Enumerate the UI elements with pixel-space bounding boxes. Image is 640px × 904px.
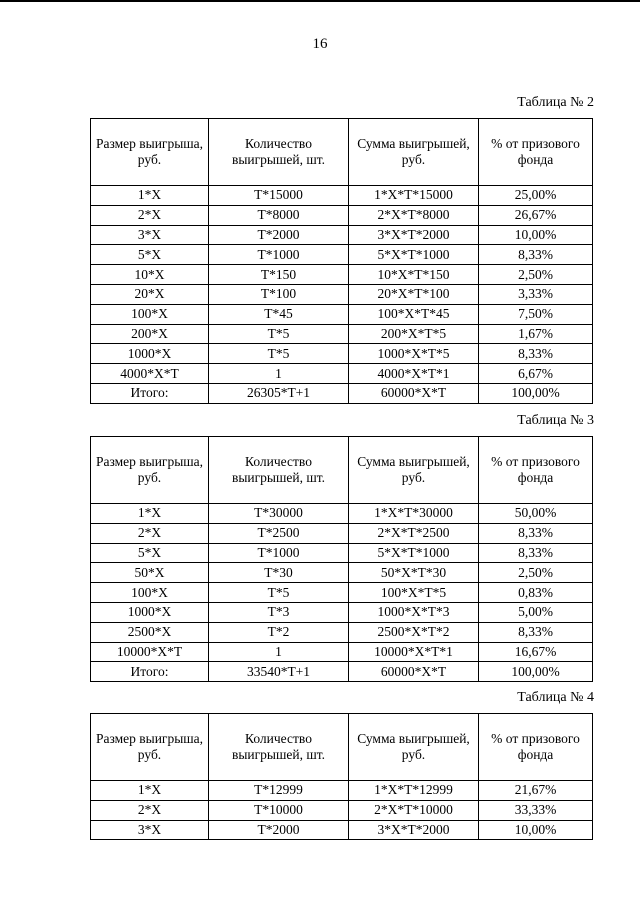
fund-percent-cell: 3,33%: [479, 284, 593, 304]
prize-size-cell: 1000*X: [91, 602, 209, 622]
header-fund-percent: % от призового фонда: [479, 437, 593, 504]
table-row: [91, 602, 593, 622]
table-row: [91, 383, 593, 403]
fund-percent-cell: 25,00%: [479, 186, 593, 206]
table-3: [90, 436, 593, 682]
prize-size-cell: 1*X: [91, 781, 209, 801]
prize-sum-cell: 20*X*T*100: [349, 284, 479, 304]
prize-sum-cell: 1000*X*T*3: [349, 602, 479, 622]
table-row: [91, 523, 593, 543]
header-prize-sum: Сумма выигрышей, руб.: [349, 437, 479, 504]
prize-sum-cell: 1000*X*T*5: [349, 344, 479, 364]
table-row: [91, 245, 593, 265]
prize-size-cell: 2*X: [91, 523, 209, 543]
prize-count-cell: 1: [209, 364, 349, 384]
prize-count-cell: 33540*T+1: [209, 662, 349, 682]
prize-sum-cell: 100*X*T*5: [349, 583, 479, 603]
table-2: [90, 118, 593, 404]
header-prize-count: Количество выигрышей, шт.: [209, 437, 349, 504]
table-row: [91, 205, 593, 225]
fund-percent-cell: 10,00%: [479, 820, 593, 840]
prize-size-cell: 2500*X: [91, 622, 209, 642]
prize-sum-cell: 10000*X*T*1: [349, 642, 479, 662]
fund-percent-cell: 2,50%: [479, 265, 593, 285]
prize-size-cell: 50*X: [91, 563, 209, 583]
prize-size-cell: 1*X: [91, 186, 209, 206]
prize-size-cell: Итого:: [91, 662, 209, 682]
fund-percent-cell: 100,00%: [479, 383, 593, 403]
prize-count-cell: T*5: [209, 344, 349, 364]
prize-size-cell: 200*X: [91, 324, 209, 344]
fund-percent-cell: 0,83%: [479, 583, 593, 603]
fund-percent-cell: 21,67%: [479, 781, 593, 801]
page-number: 16: [312, 36, 328, 52]
prize-count-cell: T*100: [209, 284, 349, 304]
prize-size-cell: 10*X: [91, 265, 209, 285]
prize-size-cell: Итого:: [91, 383, 209, 403]
prize-size-cell: 1000*X: [91, 344, 209, 364]
prize-sum-cell: 3*X*T*2000: [349, 820, 479, 840]
table-row: [91, 225, 593, 245]
fund-percent-cell: 5,00%: [479, 602, 593, 622]
fund-percent-cell: 100,00%: [479, 662, 593, 682]
fund-percent-cell: 6,67%: [479, 364, 593, 384]
table-row: [91, 186, 593, 206]
prize-count-cell: T*2500: [209, 523, 349, 543]
prize-size-cell: 100*X: [91, 304, 209, 324]
table-row: [91, 543, 593, 563]
prize-sum-cell: 1*X*T*15000: [349, 186, 479, 206]
table-row: [91, 820, 593, 840]
table-row: [91, 284, 593, 304]
fund-percent-cell: 8,33%: [479, 543, 593, 563]
table-row: [91, 504, 593, 524]
prize-sum-cell: 5*X*T*1000: [349, 543, 479, 563]
prize-count-cell: T*5: [209, 583, 349, 603]
prize-count-cell: T*10000: [209, 800, 349, 820]
table-row: [91, 563, 593, 583]
prize-size-cell: 2*X: [91, 800, 209, 820]
table-body: [91, 504, 593, 682]
table-row: [91, 662, 593, 682]
table-row: [91, 642, 593, 662]
prize-count-cell: T*45: [209, 304, 349, 324]
prize-sum-cell: 60000*X*T: [349, 662, 479, 682]
prize-sum-cell: 4000*X*T*1: [349, 364, 479, 384]
prize-count-cell: T*8000: [209, 205, 349, 225]
table-row: [91, 364, 593, 384]
prize-sum-cell: 60000*X*T: [349, 383, 479, 403]
header-prize-size: Размер выигрыша, руб.: [91, 437, 209, 504]
prize-count-cell: T*3: [209, 602, 349, 622]
table-row: [91, 324, 593, 344]
prize-sum-cell: 100*X*T*45: [349, 304, 479, 324]
prize-count-cell: T*15000: [209, 186, 349, 206]
prize-size-cell: 10000*X*T: [91, 642, 209, 662]
prize-size-cell: 20*X: [91, 284, 209, 304]
table-4-caption: Таблица № 4: [517, 690, 594, 705]
table-row: [91, 265, 593, 285]
prize-size-cell: 3*X: [91, 820, 209, 840]
prize-count-cell: T*150: [209, 265, 349, 285]
fund-percent-cell: 8,33%: [479, 622, 593, 642]
fund-percent-cell: 26,67%: [479, 205, 593, 225]
prize-size-cell: 5*X: [91, 543, 209, 563]
prize-count-cell: T*1000: [209, 245, 349, 265]
fund-percent-cell: 50,00%: [479, 504, 593, 524]
table-4: [90, 713, 593, 840]
table-row: [91, 344, 593, 364]
header-prize-count: Количество выигрышей, шт.: [209, 119, 349, 186]
prize-sum-cell: 10*X*T*150: [349, 265, 479, 285]
table-row: [91, 800, 593, 820]
prize-count-cell: T*5: [209, 324, 349, 344]
prize-sum-cell: 200*X*T*5: [349, 324, 479, 344]
prize-sum-cell: 3*X*T*2000: [349, 225, 479, 245]
prize-sum-cell: 2*X*T*2500: [349, 523, 479, 543]
fund-percent-cell: 8,33%: [479, 344, 593, 364]
prize-size-cell: 2*X: [91, 205, 209, 225]
header-fund-percent: % от призового фонда: [479, 714, 593, 781]
prize-size-cell: 5*X: [91, 245, 209, 265]
prize-size-cell: 4000*X*T: [91, 364, 209, 384]
header-prize-size: Размер выигрыша, руб.: [91, 714, 209, 781]
prize-count-cell: T*2000: [209, 225, 349, 245]
prize-count-cell: 26305*T+1: [209, 383, 349, 403]
prize-size-cell: 3*X: [91, 225, 209, 245]
fund-percent-cell: 1,67%: [479, 324, 593, 344]
table-row: [91, 622, 593, 642]
fund-percent-cell: 33,33%: [479, 800, 593, 820]
header-prize-sum: Сумма выигрышей, руб.: [349, 119, 479, 186]
fund-percent-cell: 16,67%: [479, 642, 593, 662]
prize-size-cell: 100*X: [91, 583, 209, 603]
prize-sum-cell: 2*X*T*8000: [349, 205, 479, 225]
table-row: [91, 304, 593, 324]
table-body: [91, 781, 593, 840]
prize-sum-cell: 2*X*T*10000: [349, 800, 479, 820]
prize-count-cell: 1: [209, 642, 349, 662]
prize-count-cell: T*12999: [209, 781, 349, 801]
prize-sum-cell: 1*X*T*12999: [349, 781, 479, 801]
top-border-line: [0, 0, 640, 2]
table-3-caption: Таблица № 3: [517, 413, 594, 428]
prize-sum-cell: 1*X*T*30000: [349, 504, 479, 524]
fund-percent-cell: 2,50%: [479, 563, 593, 583]
prize-count-cell: T*2000: [209, 820, 349, 840]
fund-percent-cell: 10,00%: [479, 225, 593, 245]
prize-count-cell: T*30000: [209, 504, 349, 524]
prize-size-cell: 1*X: [91, 504, 209, 524]
fund-percent-cell: 8,33%: [479, 523, 593, 543]
header-prize-size: Размер выигрыша, руб.: [91, 119, 209, 186]
header-fund-percent: % от призового фонда: [479, 119, 593, 186]
table-row: [91, 781, 593, 801]
fund-percent-cell: 8,33%: [479, 245, 593, 265]
table-body: [91, 186, 593, 404]
prize-sum-cell: 5*X*T*1000: [349, 245, 479, 265]
prize-count-cell: T*2: [209, 622, 349, 642]
table-header-row: [91, 437, 593, 504]
prize-sum-cell: 2500*X*T*2: [349, 622, 479, 642]
prize-count-cell: T*1000: [209, 543, 349, 563]
header-prize-sum: Сумма выигрышей, руб.: [349, 714, 479, 781]
fund-percent-cell: 7,50%: [479, 304, 593, 324]
table-2-caption: Таблица № 2: [517, 95, 594, 110]
prize-sum-cell: 50*X*T*30: [349, 563, 479, 583]
table-header-row: [91, 714, 593, 781]
prize-count-cell: T*30: [209, 563, 349, 583]
header-prize-count: Количество выигрышей, шт.: [209, 714, 349, 781]
table-header-row: [91, 119, 593, 186]
table-row: [91, 583, 593, 603]
